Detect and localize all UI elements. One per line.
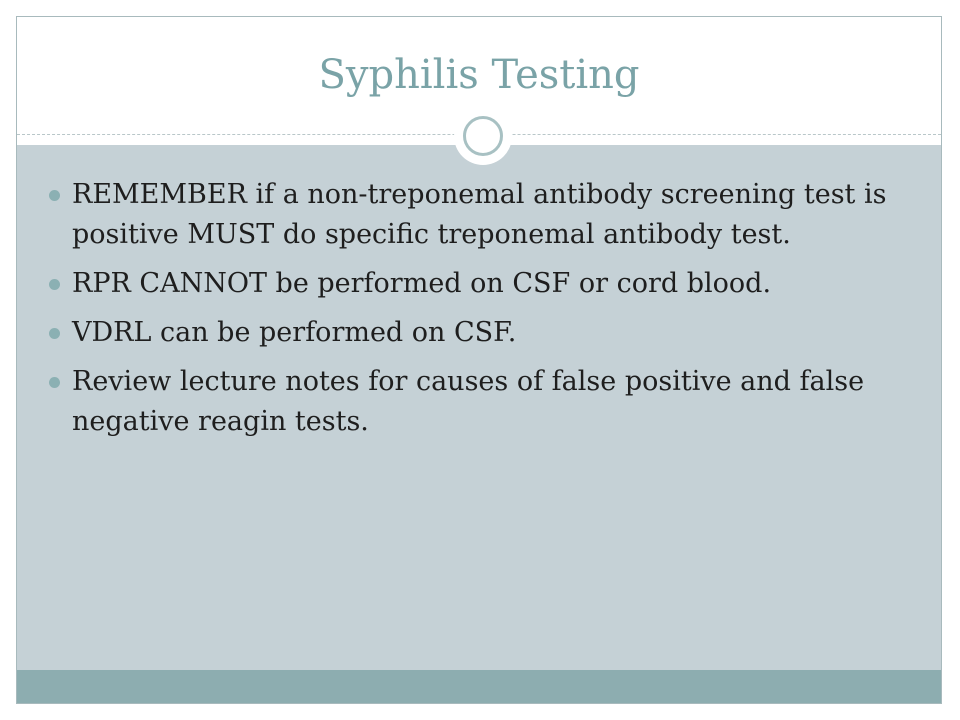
bullet-item (49, 264, 909, 304)
bullet-dot-icon (49, 328, 60, 339)
bullet-item (49, 313, 909, 353)
bullet-dot-icon (49, 377, 60, 388)
bullet-list (49, 175, 909, 451)
bullet-item (49, 362, 909, 442)
bullet-dot-icon (49, 279, 60, 290)
bullet-dot-icon (49, 190, 60, 201)
bullet-item (49, 175, 909, 255)
circle-ring (463, 116, 503, 156)
slide-title: Syphilis Testing (318, 52, 640, 98)
bullet-text: RPR CANNOT be performed on CSF or cord blood. (72, 268, 772, 299)
bullet-text: Review lecture notes for causes of false positive and false negative reagin tests. (72, 366, 865, 437)
bullet-text: REMEMBER if a non-treponemal antibody screening test is positive MUST do specific treponemal antibody test. (72, 179, 887, 250)
circle-emblem-icon (454, 107, 512, 165)
slide-frame (16, 16, 942, 704)
footer-band (17, 670, 941, 704)
bullet-text: VDRL can be performed on CSF. (72, 317, 517, 348)
